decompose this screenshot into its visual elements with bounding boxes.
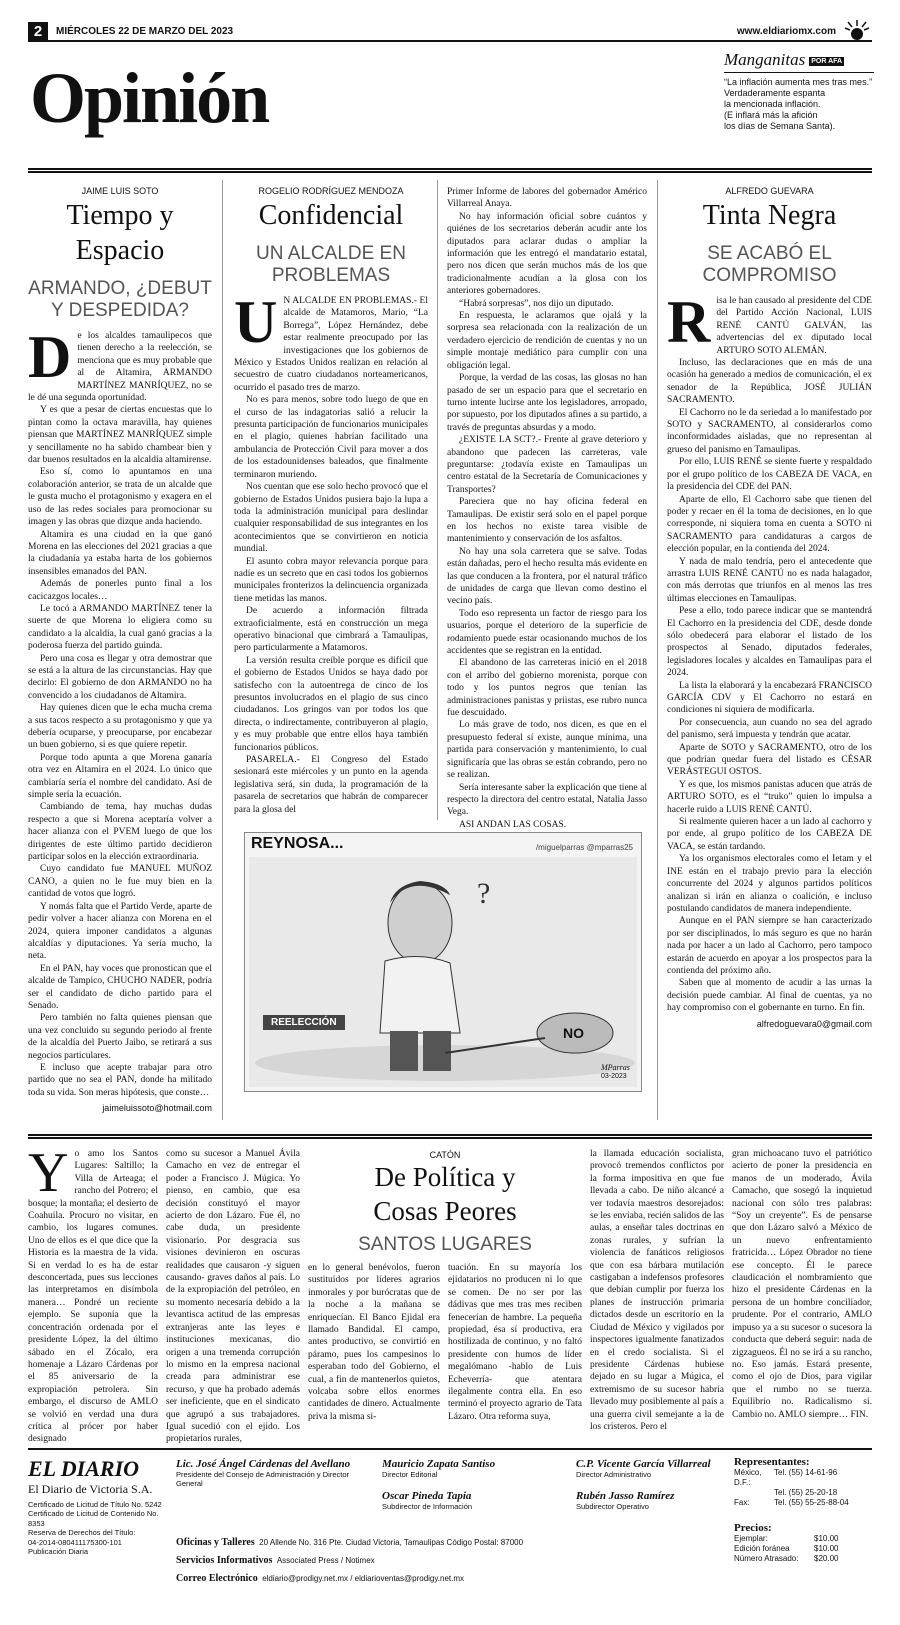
article-paragraph: “Habrá sorpresas”, nos dijo un diputado. [459, 298, 614, 309]
article-paragraph: Y nada de malo tendría, pero el antecedente que arrastra LUIS RENÉ CANTÚ no es nada halagador, con más derrotas que triunfos en al menos las tres últimas elecciones en Tamaulipas. [667, 556, 872, 604]
caton-column-d [448, 1262, 582, 1440]
column-name: Confidencial [258, 200, 404, 231]
drop-cap: Y [28, 1142, 69, 1204]
article-paragraph: Primer Informe de labores del gobernador Américo Villarreal Anaya. [447, 187, 647, 210]
site-url[interactable]: www.eldiariomx.com [736, 26, 836, 37]
article-paragraph: La versión resulta creíble porque es difícil que el gobierno de Estados Unidos se haya dado por satisfecho con la autoentrega de cinco de los presuntos involucrados en el plagio de sus cinco ciudadanos. Los gringos van por todos los que directa, o indirectamente, contribuyeron al plagio, y es muy probable que entre ellos haya también funcionarios públicos. [234, 655, 428, 753]
article-paragraph: Todo eso representa un factor de riesgo para los usuarios, porque el deterioro de la superficie de rodamiento puede estar ocasionando muchos de los accidentes que se registran en la entidad. [447, 608, 647, 657]
column-confidencial-continued [447, 186, 647, 830]
cartoon-illustration [245, 833, 643, 1093]
cartoon-signature: MParras [601, 1063, 630, 1072]
editorial-cartoon [244, 832, 642, 1092]
article-paragraph: En el PAN, hay voces que pronostican que el alcalde de Tampico, CHUCHO NADER, podría ser el candidato de dicho partido para el Senado. [28, 963, 212, 1011]
staff-subdirector-informacion: Oscar Pineda Tapia Subdirector de Información [382, 1490, 473, 1511]
sun-logo-icon [842, 18, 872, 38]
article-paragraph: o amo los Santos Lugares: Saltillo; la Villa de Arteaga; el rancho del Potrero; el bosque; la montaña; el desierto de Coahuila. Procuro no visitar, en cambio, los lugares comunes. Uno de ellos es el que dice que la Historia es la maestra de la vida. Si en verdad lo es ha de estar desconcertada, pues sus lecciones las interpretamos en disímbola manera… Pondré un reciente ejemplo. Se suponía que la concentración ordenada por el presidente López, la del último sábado en el Zócalo, era homenaje a Lázaro Cárdenas por el 85 aniversario de la expropiación petrolera. Sin embargo, el discurso de AMLO se volvió en verdad una dura crítica al prócer por haber designado [28, 1149, 158, 1445]
article-paragraph: Saben que al momento de acudir a las urnas la decisión puede cambiar. Al final de cuentas, ya no hay compromiso con el gobernante en turno. En fin. [667, 978, 872, 1014]
article-paragraph: N ALCALDE EN PROBLEMAS.- El alcalde de Matamoros, Mario, “La Borrega”, López Hernández, debe estar realmente preocupado por las investigaciones que los gobiernos de México y Estados Unidos realizan en relación al secuestro de cuatro ciudadanos norteamericanos, ocurrido el pasado tres de marzo. [234, 296, 428, 393]
article-paragraph: Le tocó a ARMANDO MARTÍNEZ tener la suerte de que Morena lo eligiera como su candidato a la alcaldía, la cual ganó gracias a la poderosa fuerza del partido guinda. [28, 603, 212, 652]
article-paragraph: como su sucesor a Manuel Ávila Camacho en vez de entregar el poder a Francisco J. Múgica. Yo pienso, en cambio, que esa decisión constituyó el mayor acierto de don Lázaro. Fue él, no cabe duda, un presidente visionario. Por desgracia sus visiones devinieron en oscuras realidades que causaron -y siguen causando- graves daños al país. Lo de la expropiación del petróleo, en su momento necesaria debido a la levantisca actitud de las empresas extranjeras ante las leyes e instituciones mexicanas, dio origen a una tremenda corrupción lo mismo en la empresa nacional creada para administrar ese recurso, y que ha probado además ser ineficiente, que en el sindicato que agrupó a sus trabajadores. Igual sucedió con el ejido. Los propietarios rurales, [166, 1149, 300, 1445]
article-paragraph: Porque, la verdad de las cosas, las glosas no han pasado de ser un espacio para que el secretario en turno intente lucirse ante los legisladores, arropado, por supuesto, por los diputados afines a su partido, a través de preguntas absurdas y a modo. [447, 373, 647, 433]
article-paragraph: gran michoacano tuvo el patriótico acierto de poner la presidencia en manos de un moderado, Ávila Camacho, que sosegó la inquietud nacional con sólo tres palabras: “Soy un creyente”. Es de pensarse que don Lázaro salvó a México de un nuevo enfrentamiento fratricida… López Obrador no tiene ese concepto. Él le parece claudicación el nombramiento que hizo el presidente Cárdenas en la persona de un hombre conciliador, prudente. Por el contrario, AMLO impuso ya a su sucesor o sucesora la conducta que deberá seguir: nada de zigzagueos. Él no se irá a su rancho, no. Eso jamás. Estará presente, como el ojo de Dios, para vigilar que el rumbo no se tuerza. Equilibrio no. Radicalismo sí. Cambio no. AMLO siempre… FIN. [732, 1149, 872, 1420]
article-paragraph: Sería interesante saber la explicación que tiene al respecto la directora del centro estatal, Natalia Jasso Vega. [447, 782, 647, 818]
drop-cap: R [667, 289, 711, 355]
article-headline: SE ACABÓ EL COMPROMISO [702, 243, 837, 286]
author-name: ROGELIO RODRÍGUEZ MENDOZA [258, 186, 404, 196]
article-paragraph: e los alcaldes tamaulipecos que tienen derecho a la reelección, se menciona que es muy probable que al de Altamira, ARMANDO MARTÍNEZ MANRÍQUEZ, no se le dé una segunda oportunidad. [28, 331, 212, 404]
article-paragraph: Pareciera que no hay oficina federal en Tamaulipas. De existir será solo en el papel porque en los hechos no existe tarea visible de mantenimiento y conservación de los asfaltos. [447, 497, 647, 545]
article-paragraph: De acuerdo a información filtrada extraoficialmente, está en construcción un mega operativo binacional que cimbrará a Tamaulipas, pero particularmente a Matamoros. [234, 606, 428, 654]
article-paragraph: Y es que, los mismos panistas aducen que atrás de ARTURO SOTO, es el “truko” quien lo impulsa a hacerle ruido a LUIS RENÉ CANTÚ. [667, 779, 872, 815]
article-paragraph: Aparte de SOTO y SACRAMENTO, otro de los que podrían quedar fuera del listado es CÉSAR VERÁSTEGUI OSTOS. [667, 742, 872, 778]
cartoon-year: 03-2023 [601, 1073, 627, 1080]
column-tinta-negra [667, 186, 872, 1124]
staff-subdirector-operativo: Rubén Jasso Ramírez Subdirector Operativo [576, 1490, 675, 1511]
news-services-info: Servicios Informativos Associated Press / Notimex [176, 1555, 375, 1566]
article-paragraph: Pero también no falta quienes piensan que una vez concluido su segundo periodo al frente de la alcaldía del Puerto Jaibo, se retirará a sus negocios particulares. [28, 1013, 212, 1061]
column-divider [657, 180, 658, 1120]
article-headline: UN ALCALDE EN PROBLEMAS [256, 243, 406, 286]
author-name: ALFREDO GUEVARA [725, 186, 814, 196]
article-paragraph: en lo general benévolos, fueron sustituidos por líderes agrarios inmorales y por burócratas que de la noche a la mañana se enriquecían. El Banco Ejidal era llamado Bandidal. El campo, antes productivo, se convirtió en páramo, pues los campesinos lo esperaban todo del Gobierno, el cual, a fin de mantenerlos quietos, volcaba sobre ellos enormes cantidades de dinero. Actualmente priva la misma si- [308, 1263, 440, 1422]
caton-column-c [308, 1262, 440, 1440]
article-paragraph: E incluso que acepte trabajar para otro partido que no sea el PAN, donde ha militado toda su vida. Son meras hipótesis, que conste… [28, 1062, 212, 1098]
cartoon-title: REYNOSA... [251, 835, 344, 852]
author-email[interactable]: alfredoguevara0@gmail.com [756, 1018, 872, 1029]
issue-date: MIÉRCOLES 22 DE MARZO DEL 2023 [56, 26, 234, 37]
caton-heading [308, 1150, 582, 1256]
svg-text:?: ? [477, 877, 491, 910]
article-paragraph: Eso sí, como lo apuntamos en una colaboración anterior, se trata de un alcalde que le gusta mucho el protagonismo y exagera en el uso de las redes sociales para promocionar su imagen y las obras que dizque anda haciendo. [28, 467, 212, 528]
column-divider [437, 180, 438, 820]
section-title: Opinión [30, 58, 269, 138]
article-paragraph: No es para menos, sobre todo luego de que en el curso de las indagatorias salió a relucir la presunta participación de funcionarios municipales en el plagio, quienes habrían facilitado una ambulancia de Protección Civil para mover a dos de los estadounidenses baleados, que finalmente terminaron muriendo. [234, 395, 428, 480]
article-paragraph: Por ello, LUIS RENÉ se siente fuerte y respaldado por el grupo político de los CABEZA DE VACA, en la presidencia del CDE del PAN. [667, 457, 872, 493]
article-paragraph: Y es que a pesar de ciertas encuestas que lo pintan como la octava maravilla, hay quienes piensan que MARTÍNEZ MANRÍQUEZ simple y sencillamente no ha sabido chambear bien y dar buenos resultados en la alcaldía altamirense. [28, 405, 212, 466]
column-name: Tiempo y Espacio [66, 200, 174, 266]
page-header-bar [28, 22, 872, 42]
author-name: CATÓN [429, 1150, 461, 1160]
section-divider [28, 168, 872, 173]
article-paragraph: Y nomás falta que el Partido Verde, aparte de pedir volver a hacer alianza con Morena en el 2024, quiera imponer candidatos a algunas alcaldías y diputaciones. Ya sería mucho, la neta. [28, 901, 212, 962]
publisher-name: El Diario de Victoria S.A. [28, 1482, 153, 1496]
caton-column-f [732, 1148, 872, 1440]
article-paragraph: isa le han causado al presidente del CDE del Partido Acción Nacional, LUIS RENÉ CANTÚ GALVÁN, las advertencias del ex diputado local ARTURO SOTO ALEMÁN. [716, 296, 872, 356]
article-paragraph: Altamira es una ciudad en la que ganó Morena en las elecciones del 2021 gracias a que la ciudadanía ya estaba harta de los gobiernos insensibles emanados del PAN. [28, 529, 212, 577]
newspaper-logo: EL DIARIO [28, 1456, 140, 1481]
manganitas-title: Manganitas [724, 50, 806, 69]
article-paragraph: No hay información oficial sobre cuántos y quiénes de los secretarios deberán acudir ante los diputados para aclarar dudas o ampliar la información que les entregó el mandatario estatal, pero nos dicen que serán muchos más de los que tradicionalmente acudían a la glosa con los anteriores gobernadores. [447, 211, 647, 297]
article-paragraph: La lista la elaborará y la encabezará FRANCISCO GARCÍA CDV y El Cachorro no estará en condiciones ni siquiera de modificarla. [667, 680, 872, 716]
article-headline: SANTOS LUGARES [358, 1234, 532, 1255]
author-name: JAIME LUIS SOTO [81, 186, 159, 196]
caton-column-e [590, 1148, 724, 1440]
article-paragraph: Si realmente quieren hacer a un lado al cachorro y por ende, al grupo político de los CABEZA DE VACA, se están tardando. [667, 817, 872, 852]
manganitas-box [724, 50, 874, 132]
column-confidencial [234, 186, 428, 822]
article-paragraph: Cambiando de tema, hay muchas dudas respecto a que si Morena aceptaría volver a hacer alianza con el PVEM luego de que los dirigentes de este último partido decidieron participar solos en la elección extraordinaria. [28, 802, 212, 863]
article-paragraph: Nos cuentan que ese solo hecho provocó que el gobierno de Estados Unidos pusiera bajo la lupa a toda la administración municipal para deslindar cualquier responsabilidad de sus integrantes en los acontecimientos que se convirtieron en noticia mundial. [234, 482, 428, 555]
article-paragraph: Incluso, las declaraciones que en más de una ocasión ha generado a medios de comunicación, el ex senador de la República, JOSÉ JULIÁN SACRAMENTO. [667, 358, 872, 406]
caton-column-a [28, 1142, 158, 1445]
article-paragraph: ASI ANDAN LAS COSAS. [459, 819, 567, 830]
article-paragraph: PASARELA.- El Congreso del Estado sesionará este miércoles y un punto en la agenda legislativa será, sin duda, la programación de la pasarela de secretarios que habrán de comparecer para la glosa del [234, 755, 428, 815]
author-email[interactable]: jaimeluissoto@hotmail.com [102, 1103, 212, 1114]
article-paragraph: El Cachorro no le da seriedad a lo manifestado por SOTO y SACRAMENTO, al considerarlos como inconformidades aisladas, que no representan al grueso del panismo en Tamaulipas. [667, 407, 872, 455]
article-paragraph: En respuesta, le aclaramos que ojalá y la sorpresa sea relacionada con la realización de un verdadero ejercicio de rendición de cuentas y no un simple montaje mediático para cumplir con una obligación legal. [447, 311, 647, 371]
section-divider [28, 1134, 872, 1139]
article-paragraph: No hay una sola carretera que se salve. Todas están dañadas, pero el hecho resulta más evidente en las que conducen a la frontera, por el natural tráfico de unidades de carga que llevan como destino el vecino país. [447, 546, 647, 607]
masthead-footer [28, 1448, 872, 1608]
article-paragraph: Aunque en el PAN siempre se han caracterizado por ser disciplinados, lo más seguro es que no harán nada por hacer a un lado al Cachorro, pero tampoco estarán de acuerdo en apoyar a los prospectos para la contienda del próximo año. [667, 916, 872, 976]
article-paragraph: Pero una cosa es llegar y otra demostrar que se está a la altura de las circunstancias. Hay que decirlo: El gobierno de don ARMANDO no ha convencido a los ciudadanos de Altamira. [28, 653, 212, 701]
article-paragraph: Cuyo candidato fue MANUEL MUÑOZ CANO, a quien no le fue muy bien en la cantidad de votos que logró. [28, 864, 212, 900]
manganitas-tag: POR AFA [811, 57, 843, 65]
column-name: De Política y Cosas Peores [373, 1162, 517, 1226]
article-paragraph: tuación. En su mayoría los ejidatarios no producen ni lo que se comen. De no ser por las dádivas que mes tras mes reciben fenecerían de hambre. La pequeña propiedad, ésa sí productiva, era hostilizada de continuo, y no faltó presidente con humos de líder megalómano -hablo de Luis Echeverría- que atentara ilegalmente contra ella. En eso terminó el proyecto agrario de Tata Lázaro. Otra reforma suya, [448, 1263, 582, 1422]
staff-director-editorial: Mauricio Zapata Santiso Director Editorial [382, 1458, 496, 1479]
article-paragraph: Por consecuencia, aun cuando no sea del agrado del panismo, será impuesta y tendrán que acatar. [667, 717, 872, 741]
legal-info: Certificado de Licitud de Título No. 5242 Certificado de Licitud de Contenido No. 8353 Reserva de Derechos del Título: 04-2014-080411175300-101 Publicación Diaria [28, 1500, 162, 1557]
drop-cap: D [28, 324, 72, 390]
article-paragraph: Porque todo apunta a que Morena ganaría otra vez en Altamira en el 2024. Lo único que cambiaría sería el nombre del candidato. Así de simple sería la ecuación. [28, 752, 212, 801]
article-paragraph: El abandono de las carreteras inició en el 2018 con el arribo del gobierno morenista, porque con todo y los puntos negros que tenían las administraciones panistas y priistas, ese rubro nunca fue descuidado. [447, 658, 647, 719]
article-paragraph: ¿EXISTE LA SCT?.- Frente al grave deterioro y abandono que padecen las carreteras, vale preguntarse: ¿todavía existe en Tamaulipas un centro estatal de la Secretaría de Comunicaciones y Transportes? [447, 435, 647, 495]
cartoon-sign: REELECCIÓN [263, 1015, 345, 1030]
article-paragraph: Pese a ello, todo parece indicar que se mantendrá El Cachorro en la presidencia del CDE, desde donde sólo obedecerá para elaborar el listado de los prospectos al Senado, diputados federales, legisladores locales y alcaldes en Tamaulipas para el 2024. [667, 606, 872, 679]
article-paragraph: la llamada educación socialista, provocó tremendos conflictos por la forma impositiva en que fue llevada a cabo. De niño alcancé a ver todavía maestros desorejados: se les enviaba, recién salidos de las aulas, a enseñar tales doctrinas en zonas rurales, y sufrían la violencia de fanáticos religiosos que con esa bárbara mutilación castigaban a indefensos profesores que debían cumplir por fuerza los planes de instrucción primaria dictados desde un escritorio en la Ciudad de México y vigilados por inspectores igualmente fanatizados en el credo socialista. Si el presidente Cárdenas hubiese dejado en su lugar a Múgica, el extremismo de su sucesor habría llevado muy posiblemente al país a una guerra civil semejante a la de los cristeros. Pero el [590, 1149, 724, 1432]
drop-cap: U [234, 289, 278, 355]
article-paragraph: Además de ponerles punto final a los cacicazgos locales… [28, 579, 212, 602]
staff-director-administrativo: C.P. Vicente García Villarreal Director Administrativo [576, 1458, 711, 1479]
representatives-and-prices: Representantes: México, D.F.: Tel. (55) 14-61-96 Tel. (55) 25-20-18 Fax: Tel. (55) 55-25-88-04 Precios: Ejemplar: $10.00 Edición foránea $10.00 Número Atrasado: $20.00 [734, 1456, 849, 1563]
article-paragraph: Aparte de ello, El Cachorro sabe que tienen del poder y recaer en él la toma de decisiones, en lo que corresponde, ni siquiera toma en cuenta a SOTO ni SACRAMENTO para candidaturas a cargos de elección popular, en la contienda del 2024. [667, 494, 872, 555]
staff-director-general: Lic. José Ángel Cárdenas del Avellano Presidente del Consejo de Administración y Director General [176, 1458, 351, 1488]
column-name: Tinta Negra [702, 200, 837, 231]
column-divider [222, 180, 223, 1120]
page-number: 2 [28, 22, 48, 42]
cartoon-social-handle: /miguelparras @mparras25 [535, 843, 633, 852]
cartoon-ball-text: NO [563, 1025, 584, 1041]
manganitas-verse: “La inflación aumenta mes tras mes.” Verdaderamente espanta la mencionada inflación. (E inflará más la afición los días de Semana Santa). [724, 77, 873, 131]
article-paragraph: El asunto cobra mayor relevancia porque para nadie es un secreto que en casi todos los gobiernos municipales fronterizos la delincuencia organizada tiene metidas las manos. [234, 556, 428, 604]
column-tiempo-y-espacio [28, 186, 212, 1124]
contact-email-info[interactable]: Correo Electrónico eldiario@prodigy.net.mx / eldiarioventas@prodigy.net.mx [176, 1573, 465, 1584]
article-headline: ARMANDO, ¿DEBUT Y DESPEDIDA? [28, 278, 212, 321]
caton-column-b [166, 1148, 300, 1445]
offices-info: Oficinas y Talleres 20 Allende No. 316 Pte. Ciudad Victoria, Tamaulipas Código Postal: 87000 [176, 1537, 524, 1548]
article-paragraph: Lo más grave de todo, nos dicen, es que en el presupuesto federal sí existe, aunque mínima, una partida para conservación y mantenimiento, lo cual significaría que las obras se están cobrando, pero no se realizan. [447, 720, 647, 781]
article-paragraph: Hay quienes dicen que le echa mucha crema a sus tacos respecto a su protagonismo y que ya debería ocuparse, y preocuparse, por encabezar un buen gobierno, si es que quiere repetir. [28, 703, 212, 751]
article-paragraph: Ya los organismos electorales como el Ietam y el INE están en el trabajo previo para la elección concurrente del 2024 y algunos partidos políticos analizan si irán en alianza o coalición, e incluso postulando candidatos de manera independiente. [667, 854, 872, 914]
